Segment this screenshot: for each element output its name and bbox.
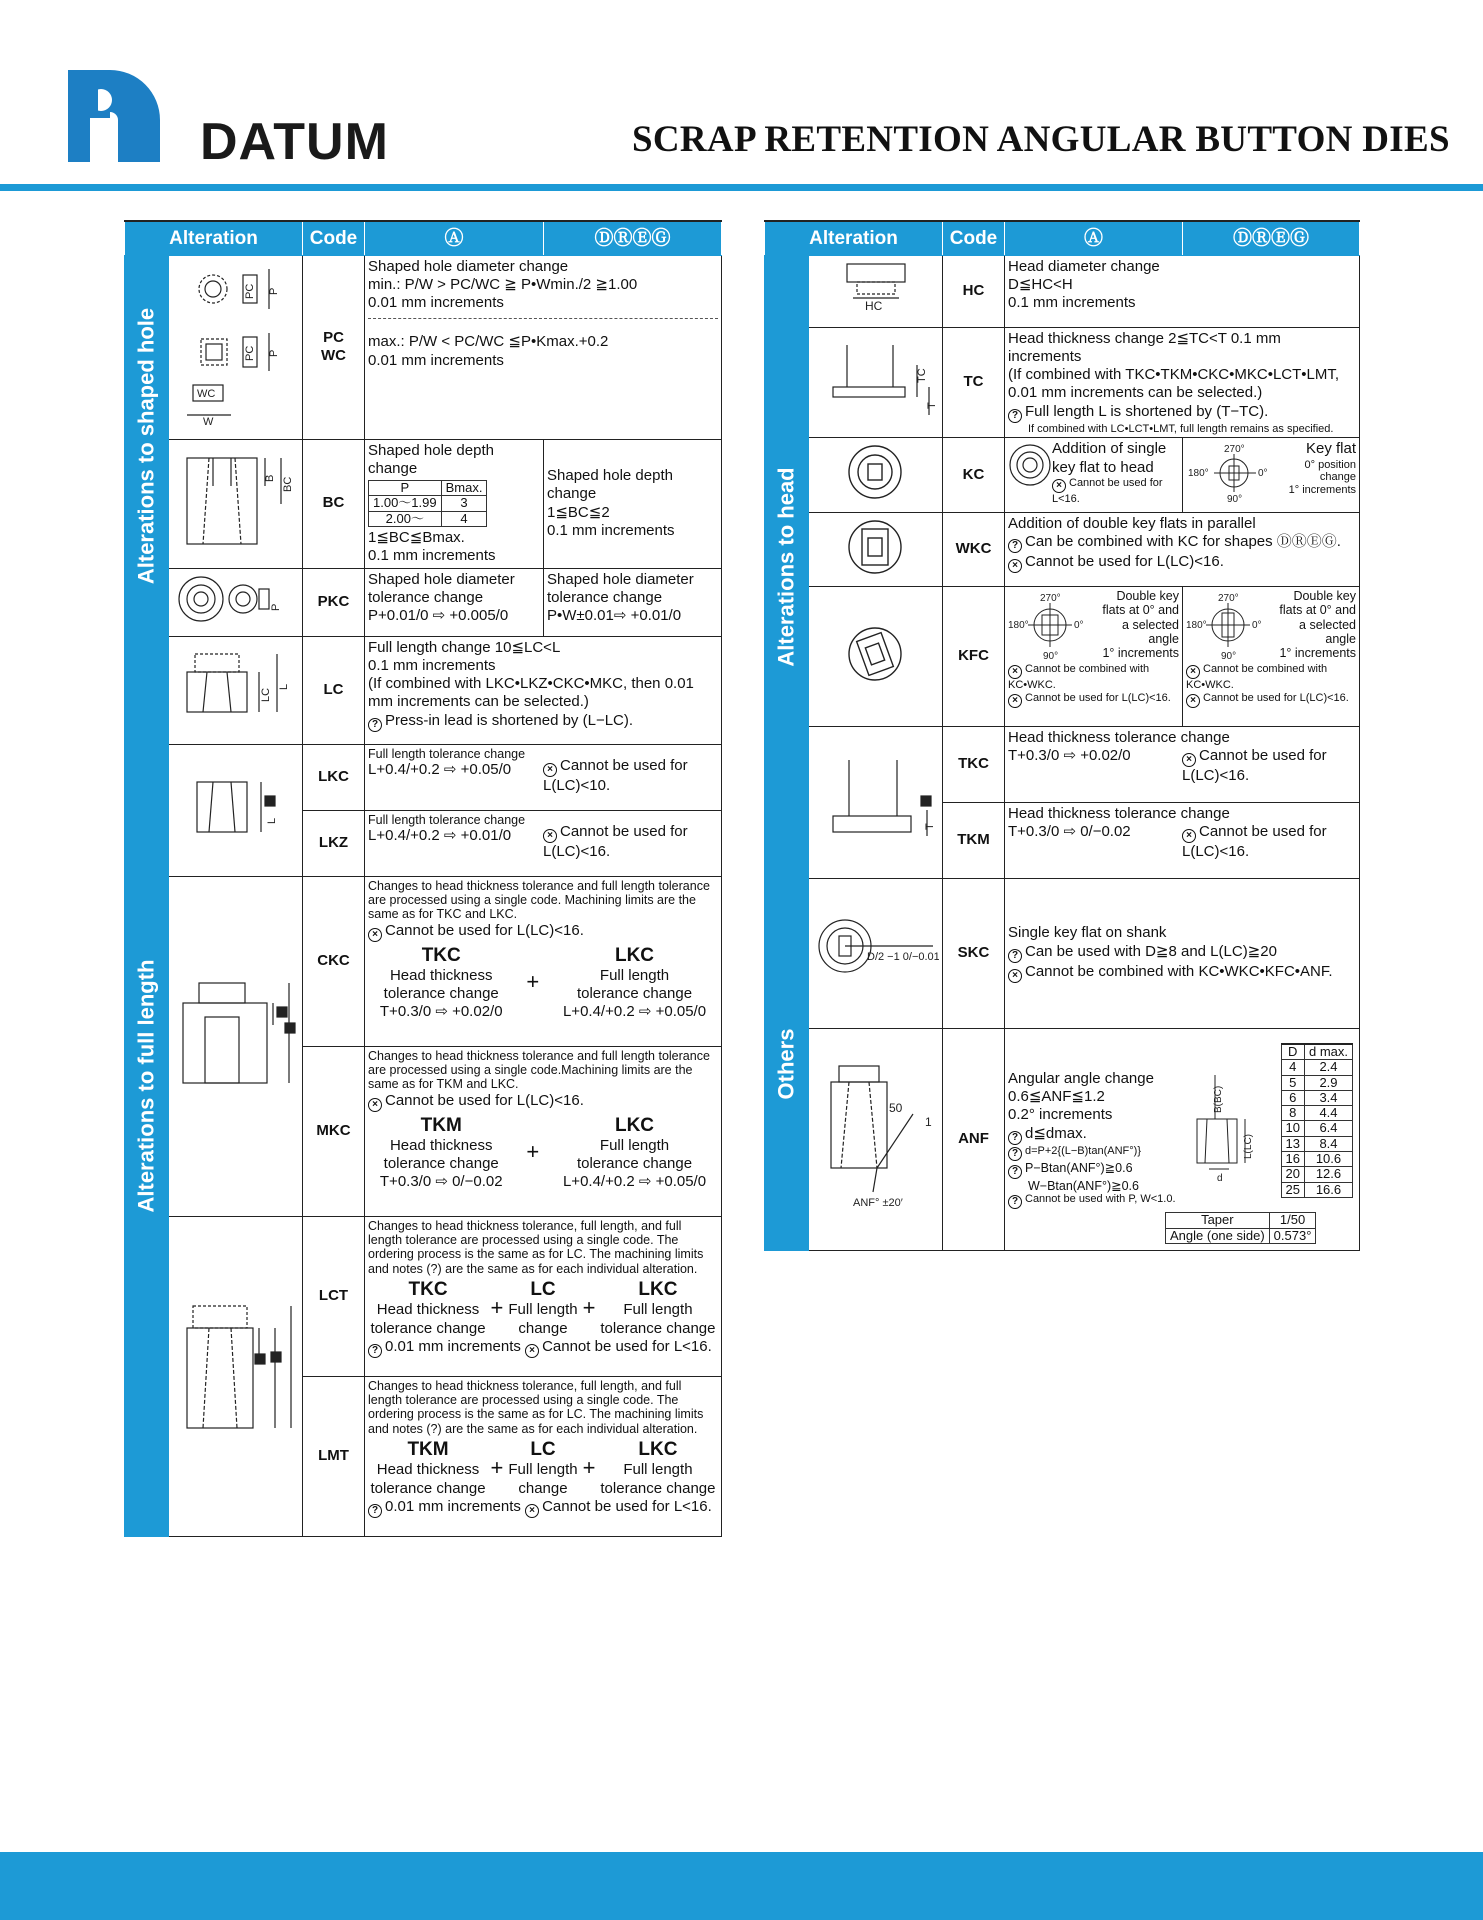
svg-text:P: P	[267, 350, 280, 358]
hc-figure	[809, 255, 943, 327]
col-code: Code	[303, 221, 365, 255]
col-code: Code	[943, 221, 1005, 255]
svg-text:L(LC): L(LC)	[1243, 1133, 1254, 1159]
tc-desc: Head thickness change 2≦TC<T 0.1 mm increments (If combined with TKC•TKM•CKC•MKC•LCT•LMT, 0.01 mm increments can be selected.) ? Full length L is shortened by (T−TC). If combined with LC•LCT•LMT, full length remains as specified.	[1005, 327, 1360, 438]
code-hc: HC	[943, 255, 1005, 327]
note-icon: ?	[368, 1344, 382, 1358]
dmax-row: 8 4.4	[1281, 1106, 1352, 1121]
col-alteration: Alteration	[765, 221, 943, 255]
code-bc: BC	[303, 439, 365, 568]
kc-angle-figure	[1186, 440, 1282, 504]
code-pkc: PKC	[303, 568, 365, 636]
dmax-row: 16 10.6	[1281, 1152, 1352, 1167]
note-icon: ?	[1008, 1147, 1022, 1161]
tkc-tkm-figure	[809, 726, 943, 878]
tkm-desc: Head thickness tolerance change T+0.3/0 ⇨ 0/−0.02 × Cannot be used for L(LC)<16.	[1005, 802, 1360, 878]
kc-figure	[809, 438, 943, 512]
svg-text:D/2 −1 0/−0.01: D/2 −1 0/−0.01	[866, 950, 939, 963]
svg-text:180°: 180°	[1186, 619, 1207, 631]
anf-taper-table: Taper 1/50 Angle (one side) 0.573°	[1165, 1212, 1316, 1244]
svg-text:180°: 180°	[1188, 468, 1209, 480]
prohibit-icon: ×	[1052, 479, 1066, 493]
hc-desc: Head diameter change D≦HC<H 0.1 mm increments	[1005, 255, 1360, 327]
svg-text:BC: BC	[281, 476, 294, 492]
prohibit-icon: ×	[1008, 969, 1022, 983]
code-lc: LC	[303, 636, 365, 744]
wkc-figure	[809, 512, 943, 586]
svg-text:WC: WC	[196, 388, 215, 401]
anf-detail-figure	[1185, 1069, 1265, 1189]
prohibit-icon: ×	[525, 1504, 539, 1518]
svg-text:L: L	[277, 684, 290, 691]
code-lmt: LMT	[303, 1376, 365, 1536]
prohibit-icon: ×	[1008, 694, 1022, 708]
kfc-figure	[809, 586, 943, 726]
svg-text:1: 1	[924, 1114, 932, 1129]
svg-text:P: P	[267, 288, 280, 296]
kfc-angle-figure-b	[1186, 589, 1272, 663]
prohibit-icon: ×	[1182, 753, 1196, 767]
brand-name: DATUM	[200, 113, 389, 171]
wkc-desc: Addition of double key flats in parallel ? Can be combined with KC for shapes ⒹⓇⒺⒼ. × Cannot be used for L(LC)<16.	[1005, 512, 1360, 586]
pkc-figure	[169, 568, 303, 636]
note-icon: ?	[1008, 1131, 1022, 1145]
kc-desc-a: Addition of single key flat to head × Cannot be used for L<16.	[1005, 438, 1183, 512]
code-tkm: TKM	[943, 802, 1005, 878]
prohibit-icon: ×	[1186, 665, 1200, 679]
skc-figure	[809, 878, 943, 1028]
dmax-row: 5 2.9	[1281, 1075, 1352, 1090]
note-icon: ?	[1008, 1195, 1022, 1209]
kc-desc-dreg: 270° 180° 0° 90° Key flat 0° position change 1° increments	[1183, 438, 1360, 512]
left-spec-table	[124, 220, 722, 1537]
code-mkc: MKC	[303, 1046, 365, 1216]
bc-figure	[169, 439, 303, 568]
svg-text:L: L	[265, 818, 278, 825]
col-a: Ⓐ	[1005, 221, 1183, 255]
code-lkz: LKZ	[303, 810, 365, 876]
prohibit-icon: ×	[1182, 829, 1196, 843]
anf-desc: Angular angle change 0.6≦ANF≦1.2 0.2° increments ? d≦dmax. ? d=P+2{(L−B)tan(ANF°)} ? P−Btan(ANF°)≧0.6 W−Btan(ANF°)≧0.6 ? Cannot be used with P, W<1.0. B(BC) L(LC) d Taper 1/50 Angle (one side) 0.573° D d max. 4 2.4 5 2.9 6 3.4 8 4.4 10 6.4 13 8.4 16 10.6 20 12.6 25 16.6	[1005, 1028, 1360, 1250]
svg-text:PC: PC	[243, 284, 256, 300]
svg-text:PC: PC	[243, 346, 256, 362]
dmax-row: 20 12.6	[1281, 1167, 1352, 1182]
prohibit-icon: ×	[368, 928, 382, 942]
anf-dmax-table: D d max. 4 2.4 5 2.9 6 3.4 8 4.4 10 6.4 13 8.4 16 10.6 20 12.6 25 16.6	[1281, 1043, 1353, 1198]
svg-text:W: W	[202, 416, 213, 429]
svg-text:0°: 0°	[1252, 619, 1262, 631]
ckc-desc: Changes to head thickness tolerance and full length tolerance are processed using a single code. Machining limits are the same as for TKC and LKC. × Cannot be used for L(LC)<16. TKC Head thickness tolerance change T+0.3/0 ⇨ +0.02/0 + LKC Full length tolerance change L+0.4/+0.2 ⇨ +0.05/0	[365, 876, 722, 1046]
right-spec-table	[764, 220, 1360, 1251]
svg-text:270°: 270°	[1040, 592, 1061, 604]
code-skc: SKC	[943, 878, 1005, 1028]
svg-text:T: T	[923, 823, 936, 830]
prohibit-icon: ×	[543, 763, 557, 777]
kc-key-flat-figure	[1008, 440, 1052, 490]
code-tc: TC	[943, 327, 1005, 438]
lc-figure	[169, 636, 303, 744]
ckc-mkc-figure	[169, 876, 303, 1216]
pcwc-figure	[169, 255, 303, 439]
note-icon: ?	[1008, 539, 1022, 553]
dmax-row: 4 2.4	[1281, 1060, 1352, 1075]
lmt-desc: Changes to head thickness tolerance, full length, and full length tolerance are processed using a single code. The ordering process is the same as for LC. The machining limits and notes (?) are the same as for each individual alteration. TKM Head thickness tolerance change + LC Full length change + LKC Full length tolerance change ? 0.01 mm increments × Cannot be used for L<16.	[365, 1376, 722, 1536]
anf-figure	[809, 1028, 943, 1250]
prohibit-icon: ×	[543, 829, 557, 843]
dmax-row: 10 6.4	[1281, 1121, 1352, 1136]
pkc-desc-a: Shaped hole diameter tolerance change P+0.01/0 ⇨ +0.005/0	[365, 568, 544, 636]
page-title: SCRAP RETENTION ANGULAR BUTTON DIES	[632, 119, 1450, 160]
code-kc: KC	[943, 438, 1005, 512]
note-icon: ?	[1008, 1165, 1022, 1179]
code-wkc: WKC	[943, 512, 1005, 586]
col-a: Ⓐ	[365, 221, 544, 255]
section-full-length: Alterations to full length	[125, 636, 169, 1536]
lkc-figure	[169, 744, 303, 876]
kfc-angle-figure-a	[1008, 589, 1094, 663]
skc-desc: Single key flat on shank ? Can be used with D≧8 and L(LC)≧20 × Cannot be combined with KC•WKC•KFC•ANF.	[1005, 878, 1360, 1028]
pkc-desc-dreg: Shaped hole diameter tolerance change P•W±0.01⇨ +0.01/0	[544, 568, 722, 636]
svg-text:B(BC): B(BC)	[1213, 1085, 1224, 1113]
code-pcwc: PC WC	[303, 255, 365, 439]
dmax-row: 13 8.4	[1281, 1136, 1352, 1151]
note-icon: ?	[368, 718, 382, 732]
svg-text:LC: LC	[259, 688, 272, 703]
section-shaped-hole: Alterations to shaped hole	[125, 255, 169, 636]
kfc-desc-dreg: 270° 180° 0° 90° Double key flats at 0° and a selected angle 1° increments × Cannot be combined with KC•WKC. × Cannot be used for L(LC)<16.	[1183, 586, 1360, 726]
svg-text:TC: TC	[915, 368, 928, 383]
dmax-row: 6 3.4	[1281, 1090, 1352, 1105]
svg-text:270°: 270°	[1224, 444, 1245, 456]
code-ckc: CKC	[303, 876, 365, 1046]
note-icon: ?	[1008, 949, 1022, 963]
svg-text:90°: 90°	[1221, 650, 1237, 662]
code-lkc: LKC	[303, 744, 365, 810]
svg-text:ANF° ±20′: ANF° ±20′	[852, 1196, 903, 1209]
lkz-desc: Full length tolerance change L+0.4/+0.2 ⇨ +0.01/0 × Cannot be used for L(LC)<16.	[365, 810, 722, 876]
bc-desc-dreg: Shaped hole depth change 1≦BC≦2 0.1 mm increments	[544, 439, 722, 568]
svg-text:T: T	[925, 402, 938, 409]
section-others: Others	[765, 878, 809, 1250]
footer-band	[0, 1852, 1483, 1920]
svg-text:270°: 270°	[1218, 592, 1239, 604]
svg-text:0°: 0°	[1258, 468, 1268, 480]
kfc-desc-a: 270° 180° 0° 90° Double key flats at 0° and a selected angle 1° increments × Cannot be combined with KC•WKC. × Cannot be used for L(LC)<16.	[1005, 586, 1183, 726]
svg-text:B: B	[263, 474, 276, 482]
lct-desc: Changes to head thickness tolerance, full length, and full length tolerance are processed using a single code. The ordering process is the same as for LC. The machining limits and notes (?) are the same as for each individual alteration. TKC Head thickness tolerance change + LC Full length change + LKC Full length tolerance change ? 0.01 mm increments × Cannot be used for L<16.	[365, 1216, 722, 1376]
prohibit-icon: ×	[1186, 694, 1200, 708]
col-dreg: ⒹⓇⒺⒼ	[1183, 221, 1360, 255]
lct-lmt-figure	[169, 1216, 303, 1536]
svg-text:0°: 0°	[1074, 619, 1084, 631]
lkc-desc: Full length tolerance change L+0.4/+0.2 ⇨ +0.05/0 × Cannot be used for L(LC)<10.	[365, 744, 722, 810]
svg-text:P: P	[269, 604, 282, 612]
section-head: Alterations to head	[765, 255, 809, 878]
dmax-row: 25 16.6	[1281, 1182, 1352, 1197]
svg-text:90°: 90°	[1043, 650, 1059, 662]
note-icon: ?	[1008, 409, 1022, 423]
col-dreg: ⒹⓇⒺⒼ	[544, 221, 722, 255]
prohibit-icon: ×	[368, 1098, 382, 1112]
pcwc-desc: Shaped hole diameter change min.: P/W > PC/WC ≧ P•Wmin./2 ≧1.00 0.01 mm increments max.: P/W < PC/WC ≦P•Kmax.+0.2 0.01 mm increments	[365, 255, 722, 439]
svg-text:d: d	[1217, 1172, 1223, 1184]
prohibit-icon: ×	[1008, 559, 1022, 573]
code-tkc: TKC	[943, 726, 1005, 802]
col-alteration: Alteration	[125, 221, 303, 255]
tc-figure	[809, 327, 943, 438]
mkc-desc: Changes to head thickness tolerance and full length tolerance are processed using a single code.Machining limits are the same as for TKM and LKC. × Cannot be used for L(LC)<16. TKM Head thickness tolerance change T+0.3/0 ⇨ 0/−0.02 + LKC Full length tolerance change L+0.4/+0.2 ⇨ +0.05/0	[365, 1046, 722, 1216]
prohibit-icon: ×	[525, 1344, 539, 1358]
svg-text:90°: 90°	[1227, 494, 1243, 505]
tkc-desc: Head thickness tolerance change T+0.3/0 ⇨ +0.02/0 × Cannot be used for L(LC)<16.	[1005, 726, 1360, 802]
code-anf: ANF	[943, 1028, 1005, 1250]
code-kfc: KFC	[943, 586, 1005, 726]
lc-desc: Full length change 10≦LC<L 0.1 mm increments (If combined with LKC•LKZ•CKC•MKC, then 0.01 mm increments can be selected.) ? Press-in lead is shortened by (L−LC).	[365, 636, 722, 744]
header-rule	[0, 184, 1483, 191]
svg-text:50: 50	[888, 1100, 902, 1115]
svg-text:180°: 180°	[1008, 619, 1029, 631]
prohibit-icon: ×	[1008, 665, 1022, 679]
note-icon: ?	[368, 1504, 382, 1518]
bc-table: P Bmax. 1.00〜1.99 3 2.00〜 4	[368, 480, 487, 527]
svg-text:HC: HC	[864, 299, 882, 314]
bc-desc-a: Shaped hole depth change P Bmax. 1.00〜1.99 3 2.00〜 4 1≦BC≦Bmax. 0.1 mm increments	[365, 439, 544, 568]
code-lct: LCT	[303, 1216, 365, 1376]
